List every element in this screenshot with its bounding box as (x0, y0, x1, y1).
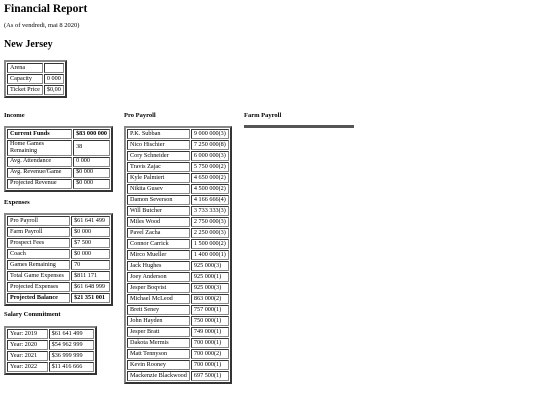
table-row (127, 272, 229, 282)
player-name: Dakota Mermis (127, 338, 190, 348)
table-row (7, 282, 110, 292)
prospect-fees-label: Prospect Fees (7, 238, 70, 248)
pro-payroll-heading: Pro Payroll (124, 112, 156, 119)
table-row (127, 261, 229, 271)
player-salary: 757 000(1) (191, 305, 229, 315)
player-salary: 925 000(3) (191, 261, 229, 271)
player-salary: 925 000(3) (191, 283, 229, 293)
table-row (7, 329, 94, 339)
table-row (127, 327, 229, 337)
player-name: Cory Schneider (127, 151, 190, 161)
player-name: Pavel Zacha (127, 228, 190, 238)
player-name: Brett Seney (127, 305, 190, 315)
table-row (127, 129, 229, 139)
player-salary: 4 500 000(2) (191, 184, 229, 194)
total-game-expenses-label: Total Game Expenses (7, 271, 70, 281)
table-row (127, 217, 229, 227)
table-row (7, 179, 110, 189)
pro-payroll-label: Pro Payroll (7, 216, 70, 226)
table-row (7, 129, 110, 139)
player-name: John Hayden (127, 316, 190, 326)
salary-year: Year: 2021 (7, 351, 48, 361)
table-row (7, 157, 110, 167)
salary-year: Year: 2022 (7, 362, 48, 372)
player-name: Mackenzie Blackwood (127, 371, 190, 381)
table-row (127, 316, 229, 326)
table-row (127, 294, 229, 304)
table-row (7, 351, 94, 361)
arena-label: Arena (7, 63, 43, 73)
arena-table (4, 60, 67, 98)
player-salary: 2 250 000(3) (191, 228, 229, 238)
player-name: Connor Carrick (127, 239, 190, 249)
avg-revenue-label: Avg. Revenue/Game (7, 168, 72, 178)
player-name: Will Butcher (127, 206, 190, 216)
player-name: Joey Anderson (127, 272, 190, 282)
player-salary: 5 750 000(2) (191, 162, 229, 172)
table-row (7, 216, 110, 226)
capacity-value: 0 000 (44, 74, 64, 84)
projected-expenses-label: Projected Expenses (7, 282, 70, 292)
table-row (7, 293, 110, 303)
table-row (127, 184, 229, 194)
player-salary: 697 500(1) (191, 371, 229, 381)
table-row (7, 249, 110, 259)
table-row (127, 239, 229, 249)
table-row (127, 283, 229, 293)
total-game-expenses-value: $811 171 (71, 271, 110, 281)
pro-payroll-value: $61 641 499 (71, 216, 110, 226)
table-row (127, 195, 229, 205)
player-salary: 749 000(1) (191, 327, 229, 337)
table-row (7, 74, 64, 84)
home-games-label: Home Games Remaining (7, 140, 72, 156)
player-name: Michael McLeod (127, 294, 190, 304)
page-title: Financial Report (4, 3, 88, 15)
salary-amount: $54 962 999 (49, 340, 94, 350)
salary-year: Year: 2020 (7, 340, 48, 350)
player-name: Jack Hughes (127, 261, 190, 271)
avg-attendance-label: Avg. Attendance (7, 157, 72, 167)
expenses-table (4, 213, 113, 306)
table-row (127, 173, 229, 183)
table-row (127, 162, 229, 172)
farm-payroll-heading: Farm Payroll (244, 112, 282, 119)
player-salary: 1 400 000(1) (191, 250, 229, 260)
player-salary: 7 250 000(8) (191, 140, 229, 150)
player-name: Kevin Rooney (127, 360, 190, 370)
player-salary: 1 500 000(2) (191, 239, 229, 249)
projected-balance-label: Projected Balance (7, 293, 70, 303)
projected-expenses-value: $61 648 999 (71, 282, 110, 292)
income-heading: Income (4, 112, 25, 119)
farm-payroll-empty-table (244, 125, 354, 128)
salary-amount: $11 416 666 (49, 362, 94, 372)
player-salary: 925 000(1) (191, 272, 229, 282)
farm-payroll-value: $0 000 (71, 227, 110, 237)
table-row (127, 371, 229, 381)
table-row (7, 63, 64, 73)
salary-amount: $61 641 499 (49, 329, 94, 339)
table-row (7, 271, 110, 281)
home-games-value: 38 (73, 140, 110, 156)
salary-commitment-table (4, 326, 97, 375)
table-row (127, 305, 229, 315)
player-salary: 750 000(1) (191, 316, 229, 326)
player-salary: 700 000(1) (191, 338, 229, 348)
player-salary: 3 733 333(3) (191, 206, 229, 216)
player-name: Damon Severson (127, 195, 190, 205)
salary-amount: $36 999 999 (49, 351, 94, 361)
table-row (127, 140, 229, 150)
capacity-label: Capacity (7, 74, 43, 84)
coach-label: Coach (7, 249, 70, 259)
table-row (7, 260, 110, 270)
projected-balance-value: $21 351 001 (71, 293, 110, 303)
player-salary: 6 000 000(3) (191, 151, 229, 161)
player-salary: 700 000(1) (191, 360, 229, 370)
table-row (127, 206, 229, 216)
player-name: Travis Zajac (127, 162, 190, 172)
avg-attendance-value: 0 000 (73, 157, 110, 167)
prospect-fees-value: $7 500 (71, 238, 110, 248)
table-row (7, 362, 94, 372)
pro-payroll-table (124, 126, 232, 384)
player-name: Miles Wood (127, 217, 190, 227)
table-row (7, 85, 64, 95)
player-name: Nikita Gusev (127, 184, 190, 194)
salary-commitment-heading: Salary Commitment (4, 311, 61, 318)
table-row (127, 228, 229, 238)
table-row (127, 250, 229, 260)
player-salary: 700 000(2) (191, 349, 229, 359)
player-salary: 4 650 000(2) (191, 173, 229, 183)
current-funds-label: Current Funds (7, 129, 72, 139)
table-row (127, 338, 229, 348)
games-remaining-value: 70 (71, 260, 110, 270)
player-name: Jesper Bratt (127, 327, 190, 337)
arena-value (44, 63, 64, 73)
player-name: Mirco Mueller (127, 250, 190, 260)
table-row (127, 349, 229, 359)
player-name: Nico Hischier (127, 140, 190, 150)
player-salary: 863 000(2) (191, 294, 229, 304)
table-row (7, 340, 94, 350)
avg-revenue-value: $0 000 (73, 168, 110, 178)
player-name: Kyle Palmieri (127, 173, 190, 183)
report-date: (As of vendredi, mai 8 2020) (4, 22, 80, 29)
table-row (127, 360, 229, 370)
income-table (4, 126, 113, 192)
table-row (7, 168, 110, 178)
projected-revenue-label: Projected Revenue (7, 179, 72, 189)
table-row (7, 227, 110, 237)
projected-revenue-value: $0 000 (73, 179, 110, 189)
player-salary: 9 000 000(3) (191, 129, 229, 139)
ticket-price-label: Ticket Price (7, 85, 43, 95)
player-name: Jesper Boqvist (127, 283, 190, 293)
table-row (127, 151, 229, 161)
table-row (7, 238, 110, 248)
player-name: Matt Tennyson (127, 349, 190, 359)
expenses-heading: Expenses (4, 199, 30, 206)
games-remaining-label: Games Remaining (7, 260, 70, 270)
table-row (7, 140, 110, 156)
team-name: New Jersey (4, 39, 53, 50)
farm-payroll-label: Farm Payroll (7, 227, 70, 237)
player-salary: 2 750 000(3) (191, 217, 229, 227)
current-funds-value: $83 000 000 (73, 129, 110, 139)
coach-value: $0 000 (71, 249, 110, 259)
player-salary: 4 166 666(4) (191, 195, 229, 205)
salary-year: Year: 2019 (7, 329, 48, 339)
player-name: P.K. Subban (127, 129, 190, 139)
ticket-price-value: $0,00 (44, 85, 64, 95)
